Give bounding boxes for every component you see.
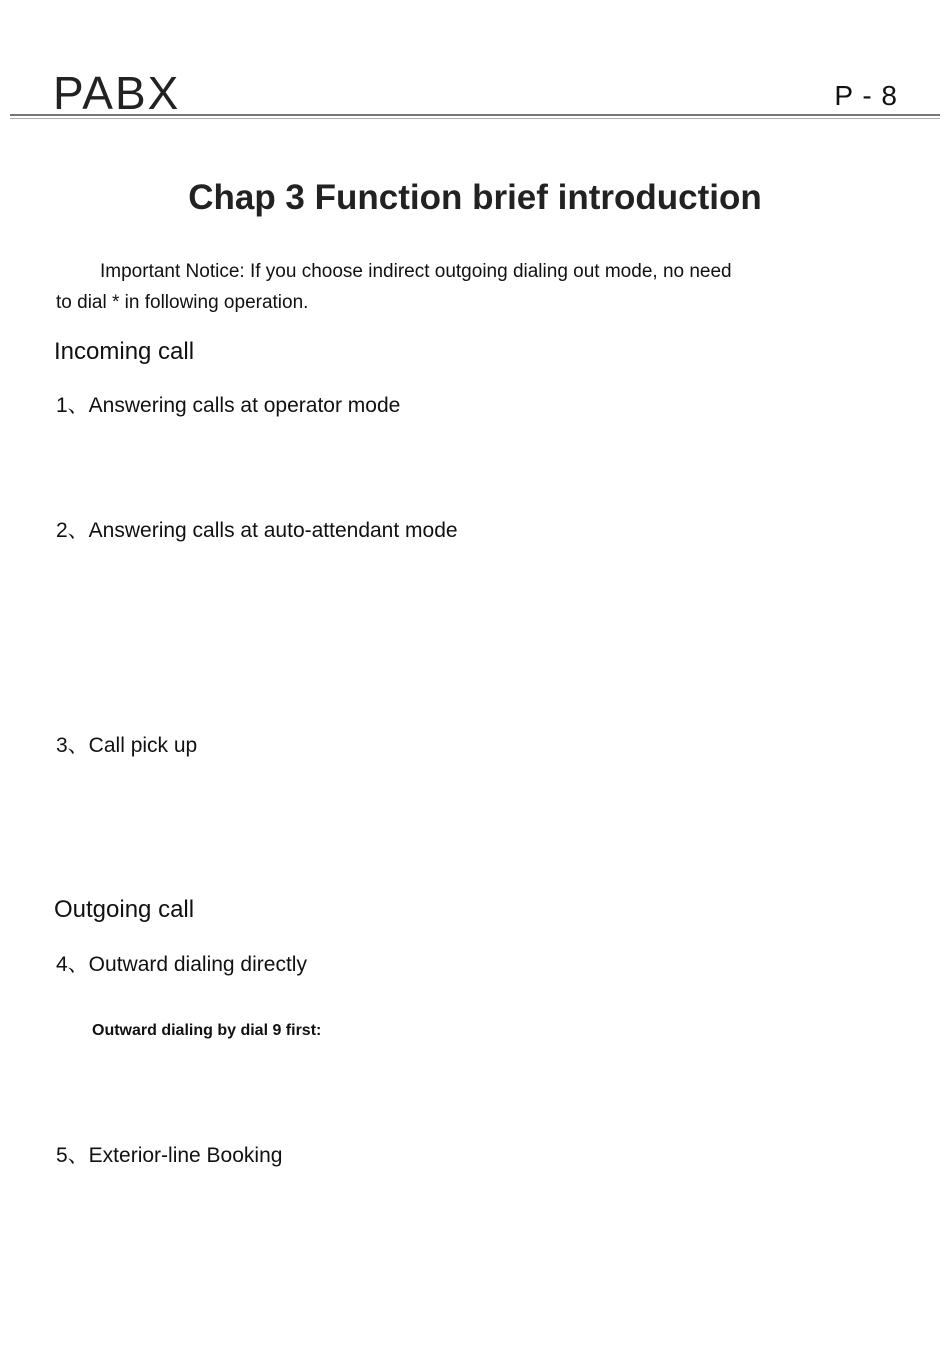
- list-item: 2、Answering calls at auto-attendant mode: [56, 519, 458, 542]
- page-number: P - 8: [834, 80, 898, 111]
- list-item: 1、Answering calls at operator mode: [56, 394, 401, 417]
- list-item: 4、Outward dialing directly: [56, 953, 307, 976]
- chapter-title: Chap 3 Function brief introduction: [188, 178, 762, 217]
- section-heading-outgoing: Outgoing call: [54, 896, 195, 923]
- list-item: 5、Exterior-line Booking: [56, 1144, 283, 1167]
- header-title: PABX: [53, 67, 181, 119]
- notice-line-1: Important Notice: If you choose indirect outgoing dialing out mode, no need: [100, 261, 732, 282]
- notice-line-2: to dial * in following operation.: [56, 292, 309, 313]
- header-divider-thin: [10, 118, 940, 119]
- list-item: 3、Call pick up: [56, 734, 198, 757]
- important-notice: [56, 256, 906, 318]
- header-divider: [10, 114, 940, 116]
- section-heading-incoming: Incoming call: [54, 338, 195, 365]
- sub-note: Outward dialing by dial 9 first:: [92, 1022, 322, 1039]
